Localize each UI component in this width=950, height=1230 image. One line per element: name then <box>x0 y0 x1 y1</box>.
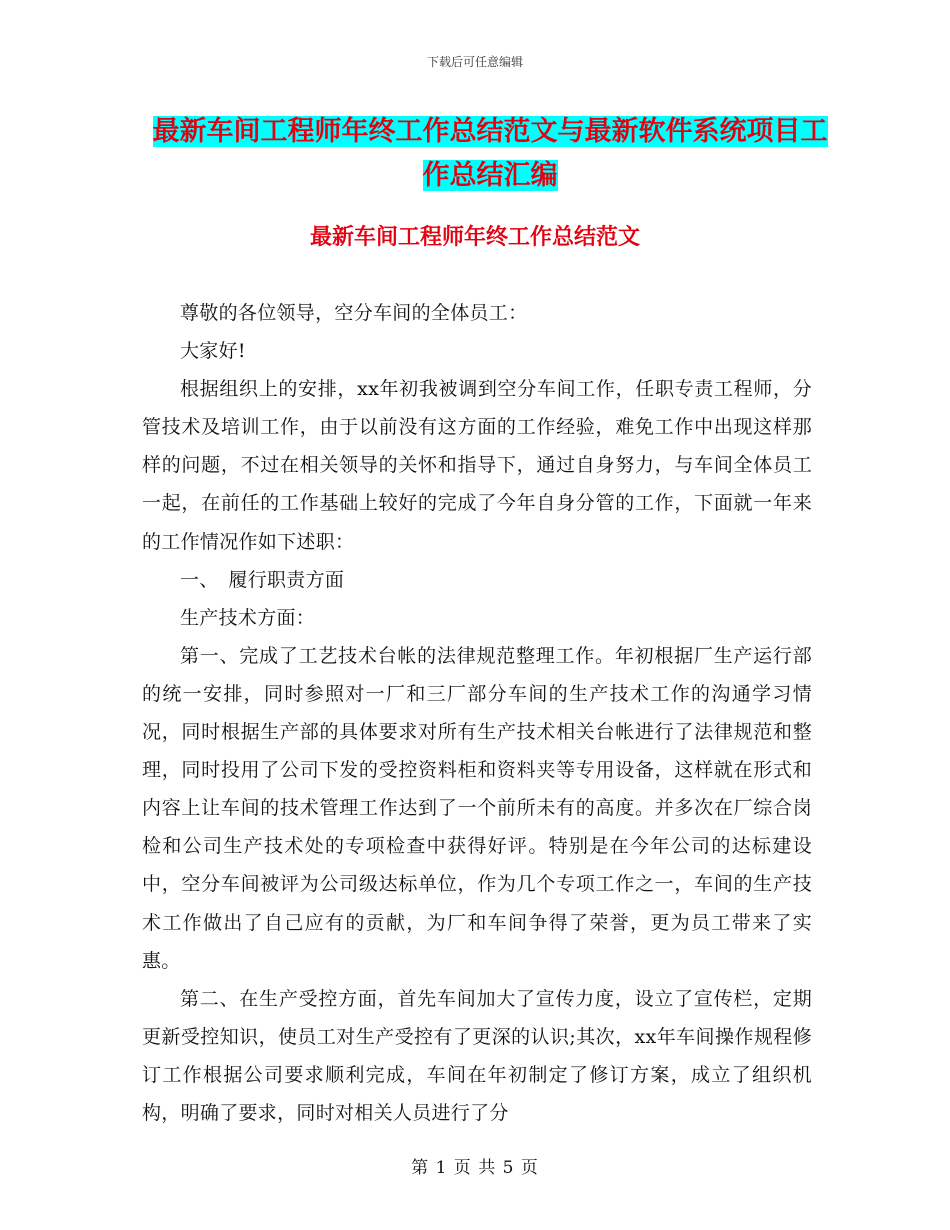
body-text <box>142 294 812 1132</box>
document-title <box>140 110 840 198</box>
paragraph: 大家好! <box>180 340 246 363</box>
paragraph: 根据组织上的安排，xx年初我被调到空分车间工作，任职专责工程师，分管技术及培训工作，由于以前没有这方面的工作经验，难免工作中出现这样那样的问题，不过在相关领导的关怀和指导下，通过自身努力，与车间全体员工一起，在前任的工作基础上较好的完成了今年自身分管的工作，下面就一年来的工作情况作如下述职： <box>142 378 812 553</box>
paragraph: 第二、在生产受控方面，首先车间加大了宣传力度，设立了宣传栏，定期更新受控知识，使员工对生产受控有了更深的认识;其次，xx年车间操作规程修订工作根据公司要求顺利完成，车间在年初制定了修订方案，成立了组织机构，明确了要求，同时对相关人员进行了分 <box>142 987 812 1124</box>
document-title-text: 最新车间工程师年终工作总结范文与最新软件系统项目工作总结汇编 <box>152 116 828 191</box>
section-title: 最新车间工程师年终工作总结范文 <box>309 225 640 250</box>
paragraph: 尊敬的各位领导，空分车间的全体员工： <box>180 302 528 324</box>
paragraph: 一、 履行职责方面 <box>180 568 345 591</box>
paragraph: 生产技术方面： <box>180 606 316 629</box>
page-footer: 第 1 页 共 5 页 <box>411 1158 539 1178</box>
paragraph: 第一、完成了工艺技术台帐的法律规范整理工作。年初根据厂生产运行部的统一安排，同时参照对一厂和三厂部分车间的生产技术工作的沟通学习情况，同时根据生产部的具体要求对所有生产技术相关台帐进行了法律规范和整理，同时投用了公司下发的受控资料柜和资料夹等专用设备，这样就在形式和内容上让车间的技术管理工作达到了一个前所未有的高度。并多次在厂综合岗检和公司生产技术处的专项检查中获得好评。特别是在今年公司的达标建设中，空分车间被评为公司级达标单位，作为几个专项工作之一，车间的生产技术工作做出了自己应有的贡献，为厂和车间争得了荣誉，更为员工带来了实惠。 <box>142 644 812 972</box>
header-note: 下载后可任意编辑 <box>426 55 523 69</box>
